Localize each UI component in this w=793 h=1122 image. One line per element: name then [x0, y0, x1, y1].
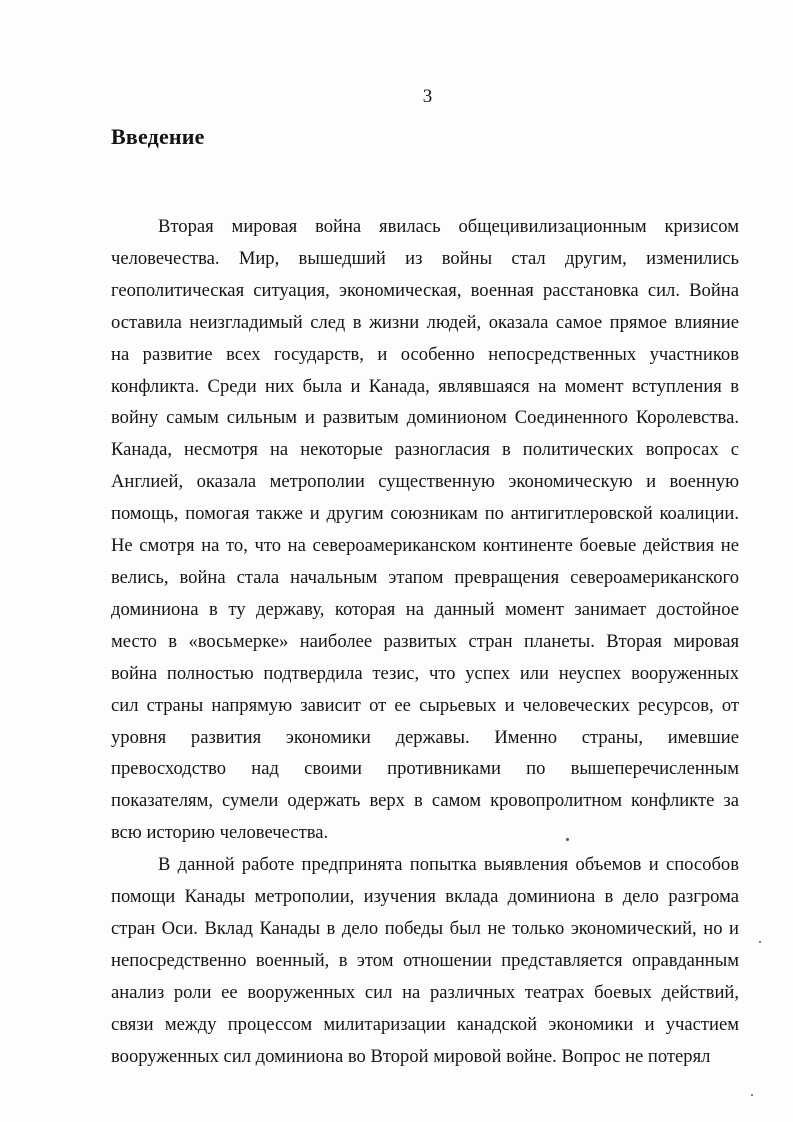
text-line: Не смотря на то, что на североамериканском континенте боевые действия не: [111, 535, 739, 557]
text-line: вооруженных сил доминиона во Второй мировой войне. Вопрос не потерял: [111, 1045, 711, 1067]
text-line: место в «восьмерке» наиболее развитых стран планеты. Вторая мировая: [111, 630, 739, 652]
text-line: всю историю человечества.: [111, 822, 329, 844]
text-line: человечества. Мир, вышедший из войны стал другим, изменились: [111, 247, 739, 269]
text-line: превосходство над своими противниками по вышеперечисленным: [111, 758, 739, 780]
text-line: конфликта. Среди них была и Канада, являвшаяся на момент вступления в: [111, 375, 739, 397]
text-line: анализ роли ее вооруженных сил на различных театрах боевых действий,: [111, 981, 739, 1003]
text-line: связи между процессом милитаризации канадской экономики и участием: [111, 1013, 739, 1035]
section-heading: Введение: [111, 124, 205, 149]
text-line: уровня развития экономики державы. Именно страны, имевшие: [111, 726, 739, 748]
scan-speck: [759, 941, 761, 943]
text-line: показателям, сумели одержать верх в самом кровопролитном конфликте за: [111, 790, 739, 812]
page-number: 3: [422, 86, 433, 107]
text-line: на развитие всех государств, и особенно непосредственных участников: [111, 343, 739, 365]
paragraph-2: [111, 849, 739, 1072]
body-text: [111, 211, 739, 1072]
text-line: велись, война стала начальным этапом превращения североамериканского: [111, 566, 739, 588]
text-line: сил страны напрямую зависит от ее сырьевых и человеческих ресурсов, от: [111, 694, 739, 716]
text-line: оставила неизгладимый след в жизни людей, оказала самое прямое влияние: [111, 311, 739, 333]
text-line: стран Оси. Вклад Канады в дело победы был не только экономический, но и: [111, 917, 739, 939]
text-line: помощи Канады метрополии, изучения вклада доминиона в дело разгрома: [111, 886, 739, 908]
text-line: Канада, несмотря на некоторые разногласия в политических вопросах с: [111, 439, 739, 461]
scan-speck: [566, 838, 569, 841]
text-line: непосредственно военный, в этом отношении представляется оправданным: [111, 949, 739, 971]
paragraph-1: [111, 211, 739, 849]
text-line: В данной работе предпринята попытка выявления объемов и способов: [158, 854, 739, 876]
text-line: помощь, помогая также и другим союзникам по антигитлеровской коалиции.: [111, 503, 739, 525]
text-line: доминиона в ту державу, которая на данный момент занимает достойное: [111, 598, 739, 620]
scan-speck: [751, 1094, 753, 1096]
text-line: Вторая мировая война явилась общецивилизационным кризисом: [158, 216, 739, 237]
text-line: войну самым сильным и развитым доминионом Соединенного Королевства.: [111, 407, 739, 429]
text-line: война полностью подтвердила тезис, что успех или неуспех вооруженных: [111, 662, 739, 684]
text-line: геополитическая ситуация, экономическая, военная расстановка сил. Война: [111, 279, 739, 301]
text-line: Англией, оказала метрополии существенную экономическую и военную: [111, 471, 739, 493]
